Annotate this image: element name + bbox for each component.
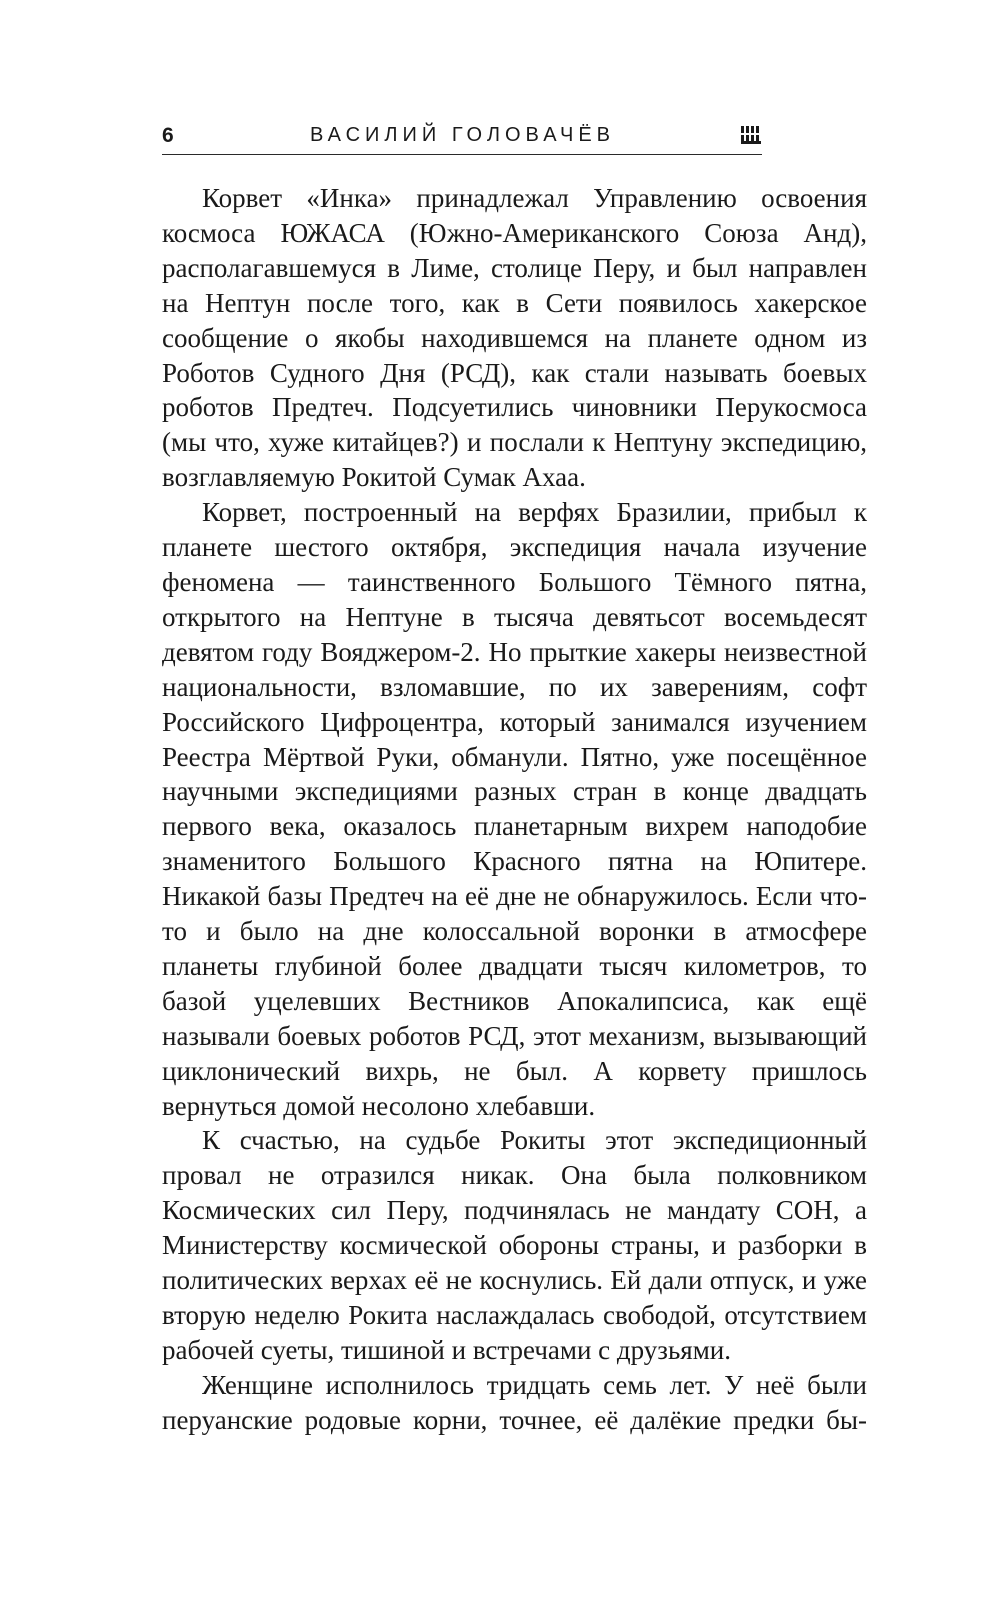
publisher-logo-icon: [740, 124, 762, 146]
page-header: [162, 118, 762, 155]
body-text: [162, 181, 867, 1438]
paragraph: Корвет, построенный на верфях Бразилии, прибыл к планете шестого октября, экспедиция начала изучение феномена — таинственного Большого Тёмного пятна, открытого на Нептуне в тысяча девятьсот восемьдесят девятом году Вояджером-2. Но прыткие хакеры неизвестной национальности, взломавшие, по их заверениям, софт Российского Цифроцентра, который занимался изучением Реестра Мёртвой Руки, обманули. Пятно, уже посещённое научными экспедициями разных стран в конце двадцать первого века, оказалось планетарным вихрем наподобие знаменитого Большого Красного пятна на Юпитере. Никакой базы Предтеч на её дне не обнаружилось. Если что-то и было на дне колоссальной воронки в атмосфере планеты глубиной более двадцати тысяч километров, то базой уцелевших Вестников Апокалипсиса, как ещё называли боевых роботов РСД, этот механизм, вызывающий циклонический вихрь, не был. А корвету пришлось вернуться домой несолоно хлебавши.: [162, 497, 867, 1121]
paragraph: Женщине исполнилось тридцать семь лет. У неё были перуанские родовые корни, точнее, её далёкие предки бы-: [162, 1369, 867, 1435]
running-head-author: ВАСИЛИЙ ГОЛОВАЧЁВ: [310, 124, 616, 146]
paragraph: К счастью, на судьбе Рокиты этот экспедиционный провал не отразился никак. Она была полковником Космических сил Перу, подчинялась не мандату СОН, а Министерству космической обороны страны, и разборки в политических верхах её не коснулись. Ей дали отпуск, и уже вторую неделю Рокита наслаждалась свободой, отсутствием рабочей суеты, тишиной и встречами с друзьями.: [162, 1125, 867, 1365]
paragraph: Корвет «Инка» принадлежал Управлению освоения космоса ЮЖАСА (Южно-Американского Союза Анд), располагавшемуся в Лиме, столице Перу, и был направлен на Нептун после того, как в Сети появилось хакерское сообщение о якобы находившемся на планете одном из Роботов Судного Дня (РСД), как стали называть боевых роботов Предтеч. Подсуетились чиновники Перукосмоса (мы что, хуже китайцев?) и послали к Нептуну экспедицию, возглавляемую Рокитой Сумак Ахаа.: [162, 183, 867, 493]
page-number: 6: [162, 124, 175, 147]
